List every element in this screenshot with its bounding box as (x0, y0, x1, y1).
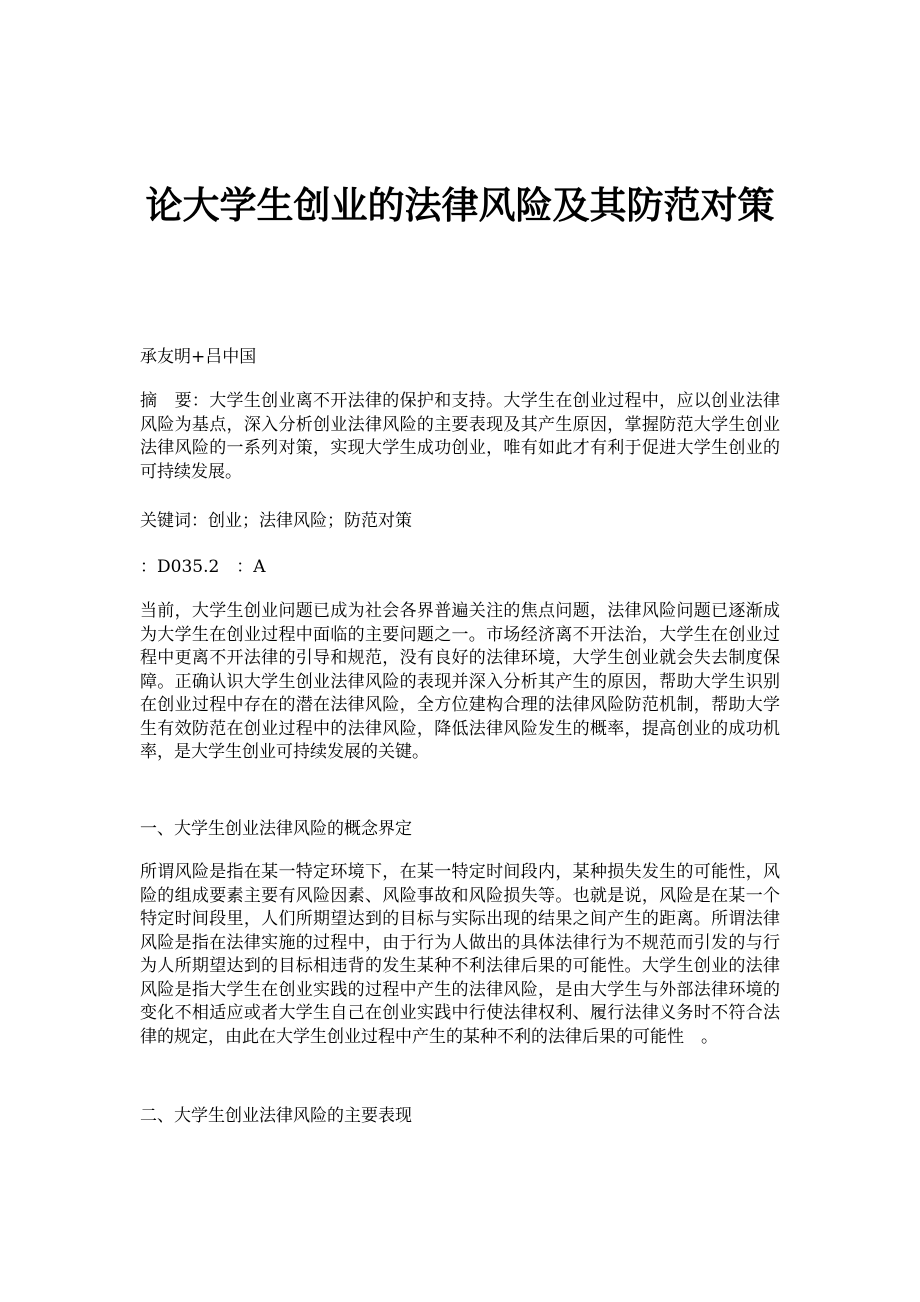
section-1-heading: 一、大学生创业法律风险的概念界定 (140, 819, 412, 839)
abstract-paragraph: 摘 要：大学生创业离不开法律的保护和支持。大学生在创业过程中，应以创业法律风险为基点，深入分析创业法律风险的主要表现及其产生原因，掌握防范大学生创业法律风险的一系列对策，实现大学生成功创业，唯有如此才有利于促进大学生创业的可持续发展。 (140, 391, 780, 482)
authors-line: 承友明+吕中国 (140, 347, 257, 367)
section-2-heading: 二、大学生创业法律风险的主要表现 (140, 1106, 412, 1126)
document-title: 论大学生创业的法律风险及其防范对策 (145, 183, 775, 227)
section-1-paragraph: 所谓风险是指在某一特定环境下，在某一特定时间段内，某种损失发生的可能性，风险的组成要素主要有风险因素、风险事故和风险损失等。也就是说，风险是在某一个特定时间段里，人们所期望达到的目标与实际出现的结果之间产生的距离。所谓法律风险是指在法律实施的过程中，由于行为人做出的具体法律行为不规范而引发的与行为人所期望达到的目标相违背的发生某种不利法律后果的可能性。大学生创业的法律风险是指大学生在创业实践的过程中产生的法律风险，是由大学生与外部法律环境的变化不相适应或者大学生自己在创业实践中行使法律权利、履行法律义务时不符合法律的规定，由此在大学生创业过程中产生的某种不利的法律后果的可能性 。 (140, 862, 780, 1047)
intro-paragraph: 当前，大学生创业问题已成为社会各界普遍关注的焦点问题，法律风险问题已逐渐成为大学生在创业过程中面临的主要问题之一。市场经济离不开法治，大学生在创业过程中更离不开法律的引导和规范，没有良好的法律环境，大学生创业就会失去制度保障。正确认识大学生创业法律风险的表现并深入分析其产生的原因，帮助大学生识别在创业过程中存在的潜在法律风险，全方位建构合理的法律风险防范机制，帮助大学生有效防范在创业过程中的法律风险，降低法律风险发生的概率，提高创业的成功机率，是大学生创业可持续发展的关键。 (140, 601, 780, 762)
classification-line: ：D035.2 ：A (140, 557, 266, 577)
keywords-line: 关键词：创业；法律风险；防范对策 (140, 511, 412, 531)
